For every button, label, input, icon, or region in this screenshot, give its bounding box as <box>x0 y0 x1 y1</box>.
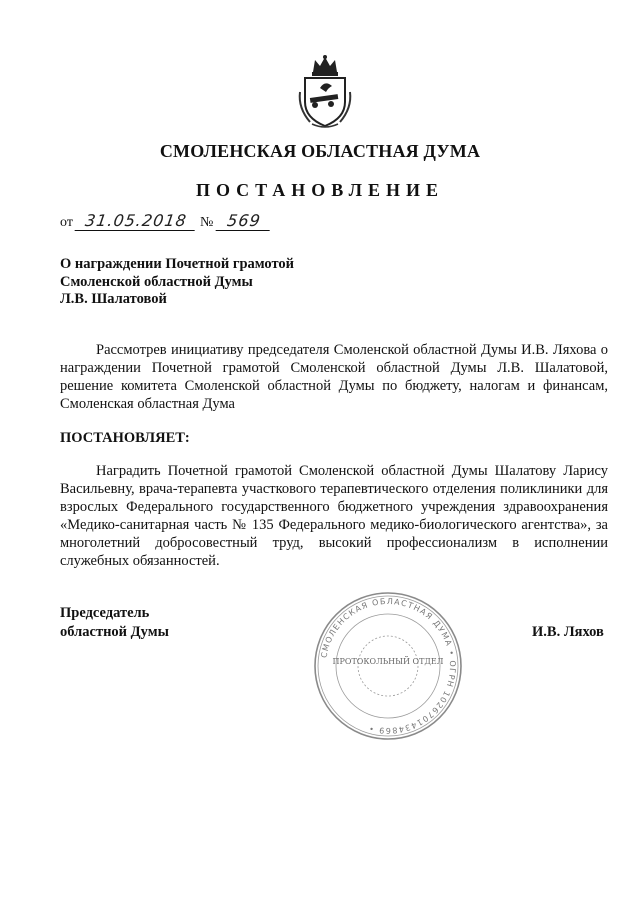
resolves-heading: ПОСТАНОВЛЯЕТ: <box>60 430 190 446</box>
svg-text:ПРОТОКОЛЬНЫЙ ОТДЕЛ: ПРОТОКОЛЬНЫЙ ОТДЕЛ <box>332 657 444 666</box>
subject-line: Л.В. Шалатовой <box>60 291 167 307</box>
signatory-title-line: областной Думы <box>60 624 169 640</box>
coat-of-arms-icon <box>296 52 354 130</box>
signatory-name: И.В. Ляхов <box>532 624 604 640</box>
subject-block <box>60 256 294 309</box>
resolution-paragraph: Наградить Почетной грамотой Смоленской областной Думы Шалатову Ларису Васильевну, врача-терапевта участкового терапевтического отделения поликлиники для взрослых Федерального государственного бюджетного учреждения здравоохранения «Медико-санитарная часть № 135 Федерального медико-биологического агентства», за многолетний добросовестный труд, высокий профессионализм в исполнении служебных обязанностей. <box>60 463 608 569</box>
signatory-title <box>60 604 169 642</box>
document-type-title: ПОСТАНОВЛЕНИЕ <box>195 180 445 200</box>
subject-line: О награждении Почетной грамотой <box>60 256 295 272</box>
date-prefix-label: от <box>60 215 73 230</box>
organization-name: СМОЛЕНСКАЯ ОБЛАСТНАЯ ДУМА <box>159 141 481 161</box>
handwritten-date: 31.05.2018 <box>75 211 198 231</box>
number-sign-label: № <box>199 215 214 230</box>
svg-text:СМОЛЕНСКАЯ ОБЛАСТНАЯ ДУМА • ОГ: СМОЛЕНСКАЯ ОБЛАСТНАЯ ДУМА • ОГРН 1026701434869 • <box>319 596 458 736</box>
date-number-line <box>60 211 271 237</box>
handwritten-number: 569 <box>215 211 272 231</box>
round-stamp-icon <box>312 590 464 742</box>
signatory-title-line: Председатель <box>60 605 150 621</box>
subject-line: Смоленской областной Думы <box>60 273 253 290</box>
preamble-paragraph: Рассмотрев инициативу председателя Смоленской областной Думы И.В. Ляхова о награждении Почетной грамотой Смоленской областной Думы Л.В. Шалатовой, решение комитета Смоленской областной Думы по бюджету, налогам и финансам, Смоленская областная Дума <box>60 342 608 412</box>
